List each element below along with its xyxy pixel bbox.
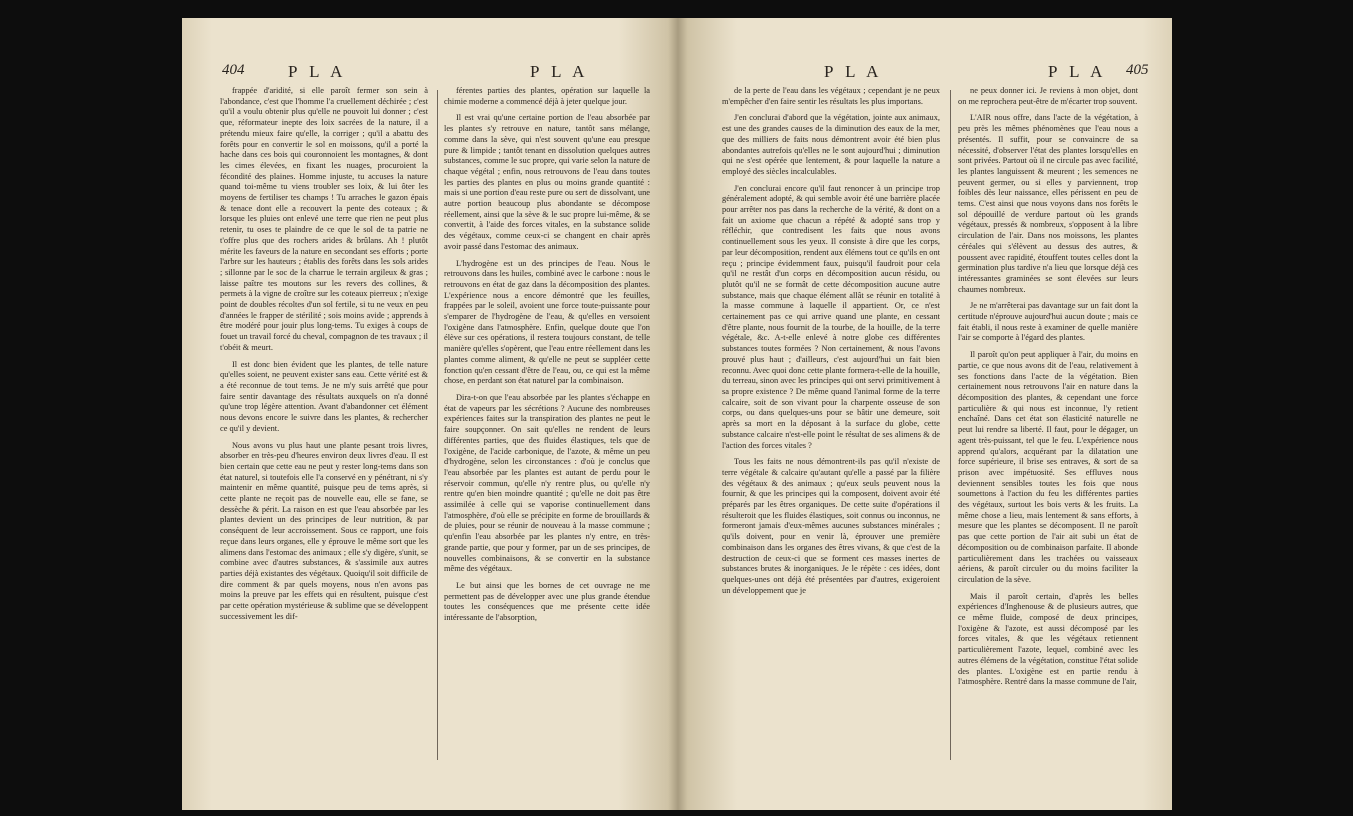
- paragraph: Dira-t-on que l'eau absorbée par les plantes s'échappe en état de vapeurs par les sécrétions ? Aucune des nombreuses expériences faites sur la transpiration des plantes ne peut le faire soupçonner. On sait qu'elles ne rendent de leurs différentes parties, que des fluides élastiques, tels que de l'oxigène, de l'acide carbonique, de l'azote, & même un peu d'hydrogène, selon les circonstances : d'où je conclus que l'eau absorbée par les plantes est autant de perdu pour le réservoir commun, qu'elle n'y rentre plus, ou qu'elle n'y rentre qu'en bien moindre quantité ; qu'elle ne doit pas être assimilée à celle qui se vaporise continuellement dans l'atmosphère, d'où elle se précipite en forme de brouillards & de pluies, pour se réunir de nouveau à la masse commune ; qu'enfin l'eau absorbée par les plantes n'y entre, en très-grande partie, que pour y former, par un de ses principes, de nouvelles combinaisons, & se convertir en la substance même des végétaux.: [444, 392, 650, 574]
- paragraph: frappée d'aridité, si elle paroît fermer son sein à l'abondance, c'est que l'homme l'a cruellement déchirée ; c'est qu'il a voulu obtenir plus qu'elle ne pouvoit lui donner ; c'est que, réformateur inepte des loix sacrées de la nature, il a prétendu mieux faire qu'elle, la corriger ; qu'il a abattu des forêts pour en convertir le sol en moissons, qu'il a porté la hache dans ces bois qui couronnoient les montagnes, & dont les cimes élevées, en fixant les nuages, procuroient la fécondité des plaines. Homme injuste, tu accuses la nature quand toi-même tu viens troubler ses loix, & lui ôter les moyens de fertiliser tes champs ! Tu arraches le gazon épais & tenace dont elle a recouvert la pente des coteaux ; & lorsque les pluies ont enlevé une terre que rien ne peut plus retenir, tu oses te plaindre de ce que le sol de ta patrie ne t'offre plus que des rochers arides & brûlans. Ah ! plutôt mérite les faveurs de la nature en secondant ses efforts ; porte l'arbre sur les hauteurs ; établis des forêts dans les sols arides ; sillonne par le soc de la charrue le terrain argileux & gras ; laisse paître tes moutons sur les revers des collines, & permets à la vigne de croître sur les coteaux pierreux ; n'exige point de doubles récoltes d'un sol fertile, si tu ne veux en peu d'années le frapper de stérilité ; sois moins avide ; apprends à être modéré pour jouir plus long-tems. Tu exiges à coups de fouet un travail forcé du cheval, compagnon de tes travaux ; il t'obéit & meurt.: [220, 86, 428, 352]
- paragraph: Il paroît qu'on peut appliquer à l'air, du moins en partie, ce que nous avons dit de l'eau, relativement à ses fonctions dans l'acte de la végétation. Bien certainement nous retrouvons l'air en nature dans la décomposition des plantes, & cependant une force particulière & qui nous est inconnue, l'y retient enchaîné. Dans cet état son élasticité naturelle ne peut lui rendre sa liberté. Il faut, pour le dégager, un agent très-puissant, tel que le feu. L'expérience nous apprend qu'alors, acquérant par la dilatation une force supérieure, il brise ses entraves, & sort de sa prison avec impétuosité. Ses effluves nous deviennent sensibles toutes les fois que nous soumettons à l'action du feu les différentes parties des végétaux, surtout les bois verts & les fruits. La même chose a lieu, mais lentement & sans efforts, à mesure que les plantes se décomposent. Il ne paroît pas que cette portion de l'air ait subi un état de décomposition ou de combinaison parfaite. Il abonde particulièrement dans les trachées ou vaisseaux aériens, & paroît circuler ou du moins faciliter la circulation de la sève.: [958, 350, 1138, 584]
- column-divider: [437, 90, 438, 760]
- right-page: [678, 18, 1172, 810]
- paragraph: Je ne m'arrêterai pas davantage sur un fait dont la certitude n'éprouve aujourd'hui aucun doute ; mais ce fait établi, il nous reste à examiner de quelle manière l'air se comporte à l'égard des plantes.: [958, 301, 1138, 343]
- left-page: [182, 18, 678, 810]
- paragraph: férentes parties des plantes, opération sur laquelle la chimie moderne a commencé déjà à jeter quelque jour.: [444, 86, 650, 106]
- left-page-column-2: [444, 86, 650, 770]
- left-page-header: [182, 62, 678, 86]
- paragraph: Il est donc bien évident que les plantes, de telle nature qu'elles soient, ne peuvent exister sans eau. Cette vérité est & a été reconnue de tout tems. Je ne m'y suis arrêté que pour faire sentir davantage des résultats auxquels on n'a donné qu'une trop légère attention. Avant d'abandonner cet élément nous devons encore le suivre dans les plantes, & rechercher ce qu'il y devient.: [220, 359, 428, 433]
- right-page-header: [678, 62, 1172, 86]
- page-number: 405: [1126, 62, 1149, 78]
- paragraph: ne peux donner ici. Je reviens à mon objet, dont on me reprochera peut-être de m'écarter trop souvent.: [958, 86, 1138, 106]
- right-page-column-1: [722, 86, 940, 770]
- paragraph: Le but ainsi que les bornes de cet ouvrage ne me permettent pas de développer avec une plus grande étendue toutes les conséquences que me présente cette idée intéressante de l'absorption,: [444, 580, 650, 623]
- running-head: P L A: [530, 62, 589, 81]
- paragraph: Mais il paroît certain, d'après les belles expériences d'Inghenouse & de plusieurs autres, que ce même fluide, composé de deux principes, l'oxigène & l'azote, est aussi décomposé par les forces vitales, & que les végétaux retiennent particulièrement l'azote, lequel, combiné avec les autres élémens de la végétation, constitue l'état solide des plantes. L'oxigène est en partie rendu à l'atmosphère. Rentré dans la masse commune de l'air,: [958, 591, 1138, 687]
- running-head: P L A: [1048, 62, 1107, 81]
- left-page-column-1: [220, 86, 428, 770]
- paragraph: J'en conclurai d'abord que la végétation, jointe aux animaux, est une des grandes causes de la diminution des eaux de la mer, que des milliers de faits nous démontrent avoir été bien plus abondantes autrefois qu'elles ne le sont aujourd'hui ; diminution qui ne s'est opérée que lentement, & pour laquelle la nature a employé des siècles incalculables.: [722, 113, 940, 176]
- running-head: P L A: [288, 62, 347, 81]
- paragraph: Tous les faits ne nous démontrent-ils pas qu'il n'existe de terre végétale & calcaire qu'autant qu'elle a passé par la filière des végétaux & des animaux ; qu'eux seuls peuvent nous la fournir, & que les principes qui la composent, doivent avoir été préparés par les êtres organiques. De cette suite d'opérations il résulteroit que les fluides élastiques, soit connus ou inconnus, ne formeront jamais d'eux-mêmes aucunes substances minérales ; qu'ils doivent, pour en venir là, éprouver une première combinaison dans les organes des êtres vivans, & que c'est de la destruction de ceux-ci que se forment ces masses inertes de substances brutes & inorganiques. Je le répète : ces idées, dont quelques-unes ont déjà été présentées par d'autres, exigeroient un développement que je: [722, 457, 940, 595]
- running-head: P L A: [824, 62, 883, 81]
- column-divider: [950, 90, 951, 760]
- paragraph: Il est vrai qu'une certaine portion de l'eau absorbée par les plantes s'y retrouve en nature, tantôt sans mélange, comme dans la sève, qui n'est souvent qu'une eau presque pure & limpide ; tantôt tenant en dissolution quelques autres substances, comme le suc propre, qui varie selon la nature de chaque végétal ; enfin, nous retrouvons de l'eau dans toutes les parties des plantes en plus ou moins grande quantité : mais si une portion d'eau reste pure ou sert de dissolvant, une autre portion beaucoup plus abondante se décompose réellement, ainsi que la sève & le suc propre lui-même, & se convertit, à l'aide des forces vitales, en la substance solide des végétaux, comme ceux-ci se changent en chair après avoir passé dans l'estomac des animaux.: [444, 113, 650, 251]
- paragraph: L'hydrogène est un des principes de l'eau. Nous le retrouvons dans les huiles, combiné avec le carbone : nous le retrouvons en état de gaz dans la décomposition des plantes. L'expérience nous a encore démontré que les feuilles, frappées par le soleil, avoient une force toute-puissante pour s'emparer de l'hydrogène de l'eau, & qu'elles en versoient l'oxigène dans l'atmosphère. Enfin, quelque doute que l'on élève sur ces opérations, il restera toujours constant, de telle manière qu'elles s'opèrent, que l'eau entre réellement dans les plantes comme aliment, & qu'elle ne peut se suppléer cette fonction qu'en cessant d'être de l'eau, ou, ce qui est la même chose, en perdant son état naturel par la combinaison.: [444, 258, 650, 386]
- right-page-column-2: [958, 86, 1138, 770]
- paragraph: J'en conclurai encore qu'il faut renoncer à un principe trop généralement adopté, & qui semble avoir été une barrière placée pour arrêter nos pas dans la recherche de la vérité, & dont on a fait un axiome que chacun a répété & adopté sans trop y réfléchir, que contredisent les faits que nous avons continuellement sous les yeux. Il consiste à dire que les corps, par leur décomposition, rendent aux élémens tout ce qu'ils en ont reçu ; principe évidemment faux, puisqu'il faudroit pour cela qu'il ne restât d'un corps en décomposition aucun résidu, ou plutôt qu'il ne se formât de cette décomposition aucune autre substance, mais que chaque élément allât se réunir en totalité à la masse commune à laquelle il appartient. Or, ce n'est certainement pas ce qui arrive quand une plante, en cessant d'être plante, nous fournit de la tourbe, de la houille, de la terre végétale, &c. A-t-elle enlevé à notre globe ces différentes substances toutes formées ? Non certainement, & nous l'avons prouvé plus haut ; d'ailleurs, c'est aujourd'hui un fait bien reconnu. Avec quoi donc cette plante formera-t-elle de la houille, du terreau, sinon avec les principes qui ont servi primitivement à sa propre existence ? De même quand l'animal forme de la terre calcaire, soit de son vivant pour la charpente osseuse de son corps, ou dans quelques-uns pour se bâtir une demeure, soit après sa mort en la déposant à la surface du globe, cette substance calcaire n'est-elle point le résultat de ses alimens & de l'action des forces vitales ?: [722, 183, 940, 450]
- paragraph: de la perte de l'eau dans les végétaux ; cependant je ne peux m'empêcher d'en faire sentir les résultats les plus importans.: [722, 86, 940, 106]
- paragraph: L'AIR nous offre, dans l'acte de la végétation, à peu près les mêmes phénomènes que l'eau nous a présentés. Il suffit, pour se convaincre de sa nécessité, d'observer l'état des plantes lorsqu'elles en sont privées. Partout où il ne circule pas avec facilité, les plantes languissent & meurent ; les semences ne peuvent germer, ou si elles y parviennent, trop foibles dès leur naissance, elles périssent en peu de tems. C'est ainsi que nous voyons dans nos forêts le sol dépouillé de verdure partout où les grands végétaux, pressés & nombreux, s'opposent à la libre circulation de l'air. Dans nos moissons, les plantes céréales qui s'élèvent au dessus des autres, & poussent avec rapidité, étouffent toutes celles dont la germination plus tardive n'a lieu que lorsque déjà ces intéressantes graminées se sont élevées sur leurs chaumes nombreux.: [958, 113, 1138, 294]
- page-number: 404: [222, 62, 245, 78]
- paragraph: Nous avons vu plus haut une plante pesant trois livres, absorber en très-peu d'heures environ deux livres d'eau. Il est bien certain que cette eau ne peut y rester long-tems dans son état naturel, si toutefois elle l'a conservé en y pénétrant, ni s'y maintenir en même quantité, puisque peu de tems après, si cette plante ne reçoit pas de nouvelle eau, elle se fane, se dessèche & périt. La raison en est que l'eau absorbée par les plantes devient un des principes de leur nutrition, & par conséquent de leur accroissement. Sous ce rapport, une fois reçue dans leurs organes, elle y éprouve le même sort que les alimens dans l'estomac des animaux ; elle s'y digère, s'unit, se combine avec d'autres substances, & s'assimile aux autres parties déjà existantes des végétaux. Quoiqu'il soit difficile de dire comment & par quels moyens, nous n'en avons pas moins la preuve par les effets qui en résultent, puisque c'est par cette opération mystérieuse & sublime que se développent successivement les dif-: [220, 440, 428, 621]
